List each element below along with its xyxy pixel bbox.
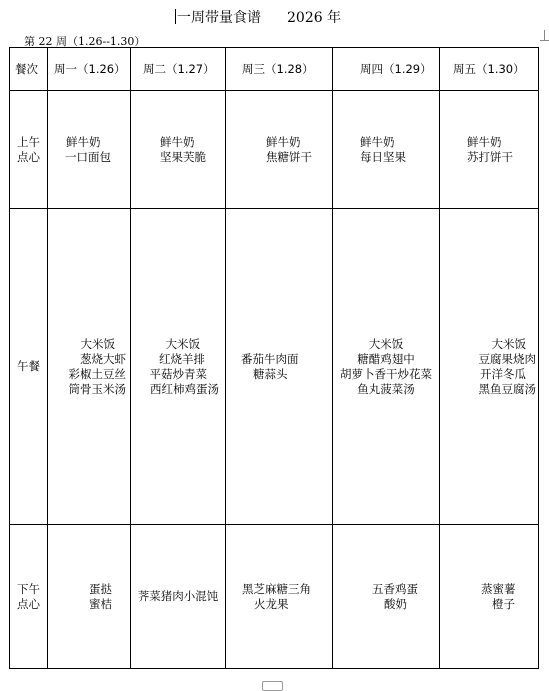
cell-fri-morning	[440, 91, 539, 209]
dish: 橙子	[492, 596, 515, 611]
cell-wed-lunch	[226, 209, 333, 525]
dish: 豆腐果烧肉	[478, 351, 536, 366]
header-meal-type: 餐次	[10, 48, 48, 91]
row-lunch	[10, 209, 539, 525]
meal-label-line: 点心	[17, 596, 40, 611]
title-year: 2026 年	[287, 10, 342, 26]
cell-thu-afternoon	[333, 525, 440, 669]
meal-label-afternoon-snack	[10, 525, 48, 669]
dish: 大米饭	[491, 336, 526, 351]
dish: 糖醋鸡翅中	[357, 351, 415, 366]
dish: 鲜牛奶	[467, 134, 502, 149]
header-day-fri: 周五（1.30）	[440, 48, 539, 91]
header-day-thu: 周四（1.29）	[333, 48, 440, 91]
dish: 西红柿鸡蛋汤	[150, 381, 219, 396]
meal-label-line: 上午	[17, 134, 40, 149]
dish: 蛋挞	[89, 581, 112, 596]
dish: 鲜牛奶	[160, 134, 195, 149]
dish: 焦糖饼干	[266, 149, 312, 164]
cell-fri-afternoon	[440, 525, 539, 669]
table-resize-handle[interactable]	[262, 681, 283, 691]
dish: 大米饭	[80, 336, 115, 351]
dish: 蒸蜜薯	[481, 581, 516, 596]
row-morning-snack	[10, 91, 539, 209]
cell-mon-morning	[48, 91, 131, 209]
dish: 鲜牛奶	[66, 134, 101, 149]
dish: 火龙果	[254, 596, 289, 611]
header-day-wed: 周三（1.28）	[226, 48, 333, 91]
dish: 荠菜猪肉小混饨	[137, 589, 219, 603]
cell-mon-lunch	[48, 209, 131, 525]
page-corner-mark-vertical	[544, 30, 545, 41]
cell-mon-afternoon	[48, 525, 131, 669]
dish: 黑鱼豆腐汤	[478, 381, 536, 396]
dish: 一口面包	[65, 149, 111, 164]
dish: 酸奶	[384, 596, 407, 611]
dish: 大米饭	[368, 336, 404, 351]
dish: 大米饭	[165, 336, 200, 351]
meal-label-morning-snack	[10, 91, 48, 209]
cell-wed-morning	[226, 91, 333, 209]
dish: 葱烧大虾	[80, 351, 126, 366]
cell-tue-lunch	[131, 209, 226, 525]
cell-tue-morning	[131, 91, 226, 209]
meal-label-line: 点心	[17, 149, 40, 164]
weekly-menu-table	[9, 47, 539, 669]
week-label: 第 22 周（1.26--1.30）	[24, 35, 146, 48]
dish: 鱼丸菠菜汤	[357, 381, 415, 396]
cell-tue-afternoon	[131, 525, 226, 669]
dish: 鲜牛奶	[360, 134, 395, 149]
dish: 鲜牛奶	[266, 134, 301, 149]
meal-label-line: 午餐	[17, 359, 40, 373]
dish: 每日坚果	[360, 149, 406, 164]
dish: 蜜桔	[89, 596, 112, 611]
header-day-tue: 周二（1.27）	[131, 48, 226, 91]
dish: 坚果芙脆	[160, 149, 206, 164]
dish: 番茄牛肉面	[241, 351, 299, 366]
dish: 五香鸡蛋	[372, 581, 418, 596]
text-cursor	[175, 9, 176, 24]
meal-label-lunch	[10, 209, 48, 525]
dish: 平菇炒青菜	[149, 366, 207, 381]
dish: 彩椒土豆丝	[68, 366, 126, 381]
cell-thu-lunch	[333, 209, 440, 525]
cell-wed-afternoon	[226, 525, 333, 669]
row-afternoon-snack	[10, 525, 539, 669]
header-day-mon: 周一（1.26）	[48, 48, 131, 91]
cell-fri-lunch	[440, 209, 539, 525]
dish: 苏打饼干	[467, 149, 513, 164]
header-row	[10, 48, 539, 91]
dish: 红烧羊排	[159, 351, 205, 366]
title-text: 一周带量食谱	[177, 10, 261, 26]
dish: 糖蒜头	[253, 366, 288, 381]
cell-thu-morning	[333, 91, 440, 209]
dish: 开洋冬瓜	[480, 366, 526, 381]
dish: 黑芝麻糖三角	[242, 581, 311, 596]
dish: 筒骨玉米汤	[68, 381, 126, 396]
dish: 胡萝卜香干炒花菜	[340, 366, 432, 381]
meal-label-line: 下午	[17, 581, 40, 596]
document-title	[175, 7, 341, 27]
